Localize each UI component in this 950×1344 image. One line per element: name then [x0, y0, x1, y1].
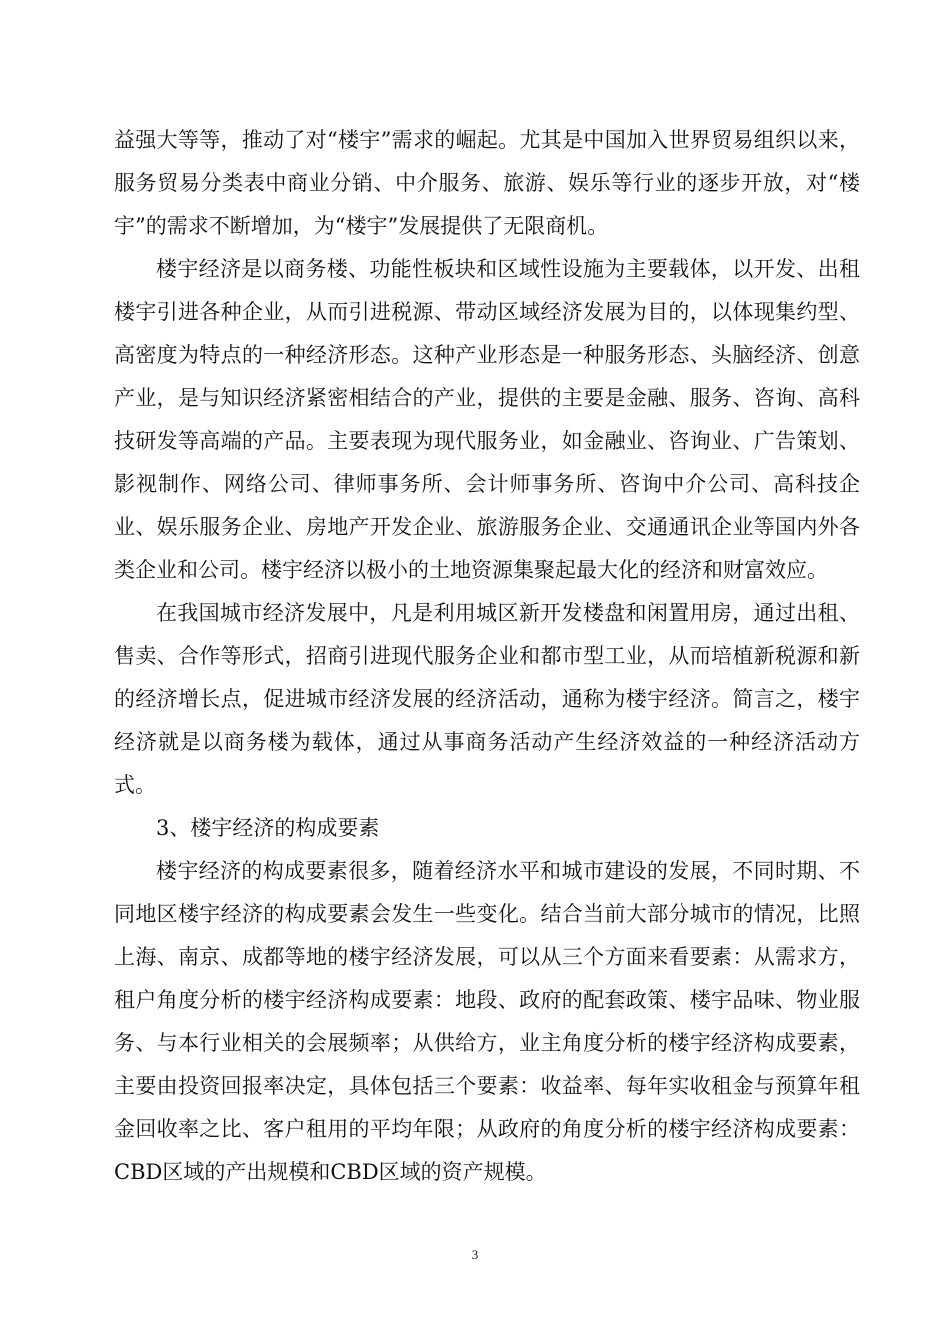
paragraph-elements: 楼宇经济的构成要素很多，随着经济水平和城市建设的发展，不同时期、不同地区楼宇经济的构成要素会发生一些变化。结合当前大部分城市的情况，比照上海、南京、成都等地的楼宇经济发展，可以从三个方面来看要素：从需求方，租户角度分析的楼宇经济构成要素：地段、政府的配套政策、楼宇品味、物业服务、与本行业相关的会展频率；从供给方，业主角度分析的楼宇经济构成要素，主要由投资回报率决定，具体包括三个要素：收益率、每年实收租金与预算年租金回收率之比、客户租用的平均年限；从政府的角度分析的楼宇经济构成要素：CBD区域的产出规模和CBD区域的资产规模。 [114, 859, 860, 1184]
paragraph-definition: 楼宇经济是以商务楼、功能性板块和区域性设施为主要载体，以开发、出租楼宇引进各种企业，从而引进税源、带动区域经济发展为目的，以体现集约型、高密度为特点的一种经济形态。这种产业形态是一种服务形态、头脑经济、创意产业，是与知识经济紧密相结合的产业，提供的主要是金融、服务、咨询、高科技研发等高端的产品。主要表现为现代服务业，如金融业、咨询业、广告策划、影视制作、网络公司、律师事务所、会计师事务所、咨询中介公司、高科技企业、娱乐服务企业、房地产开发企业、旅游服务企业、交通通讯企业等国内外各类企业和公司。楼宇经济以极小的土地资源集聚起最大化的经济和财富效应。 [114, 257, 860, 582]
section-heading: 3、楼宇经济的构成要素 [156, 816, 380, 840]
paragraph-continuation: 益强大等等，推动了对“楼宇”需求的崛起。尤其是中国加入世界贸易组织以来，服务贸易分类表中商业分销、中介服务、旅游、娱乐等行业的逐步开放，对“楼宇”的需求不断增加，为“楼宇”发展提供了无限商机。 [114, 128, 860, 238]
page-number: 3 [471, 1247, 479, 1262]
paragraph-development: 在我国城市经济发展中，凡是利用城区新开发楼盘和闲置用房，通过出租、售卖、合作等形式，招商引进现代服务企业和都市型工业，从而培植新税源和新的经济增长点，促进城市经济发展的经济活动，通称为楼宇经济。简言之，楼宇经济就是以商务楼为载体，通过从事商务活动产生经济效益的一种经济活动方式。 [114, 601, 860, 797]
body-text [114, 119, 860, 1194]
